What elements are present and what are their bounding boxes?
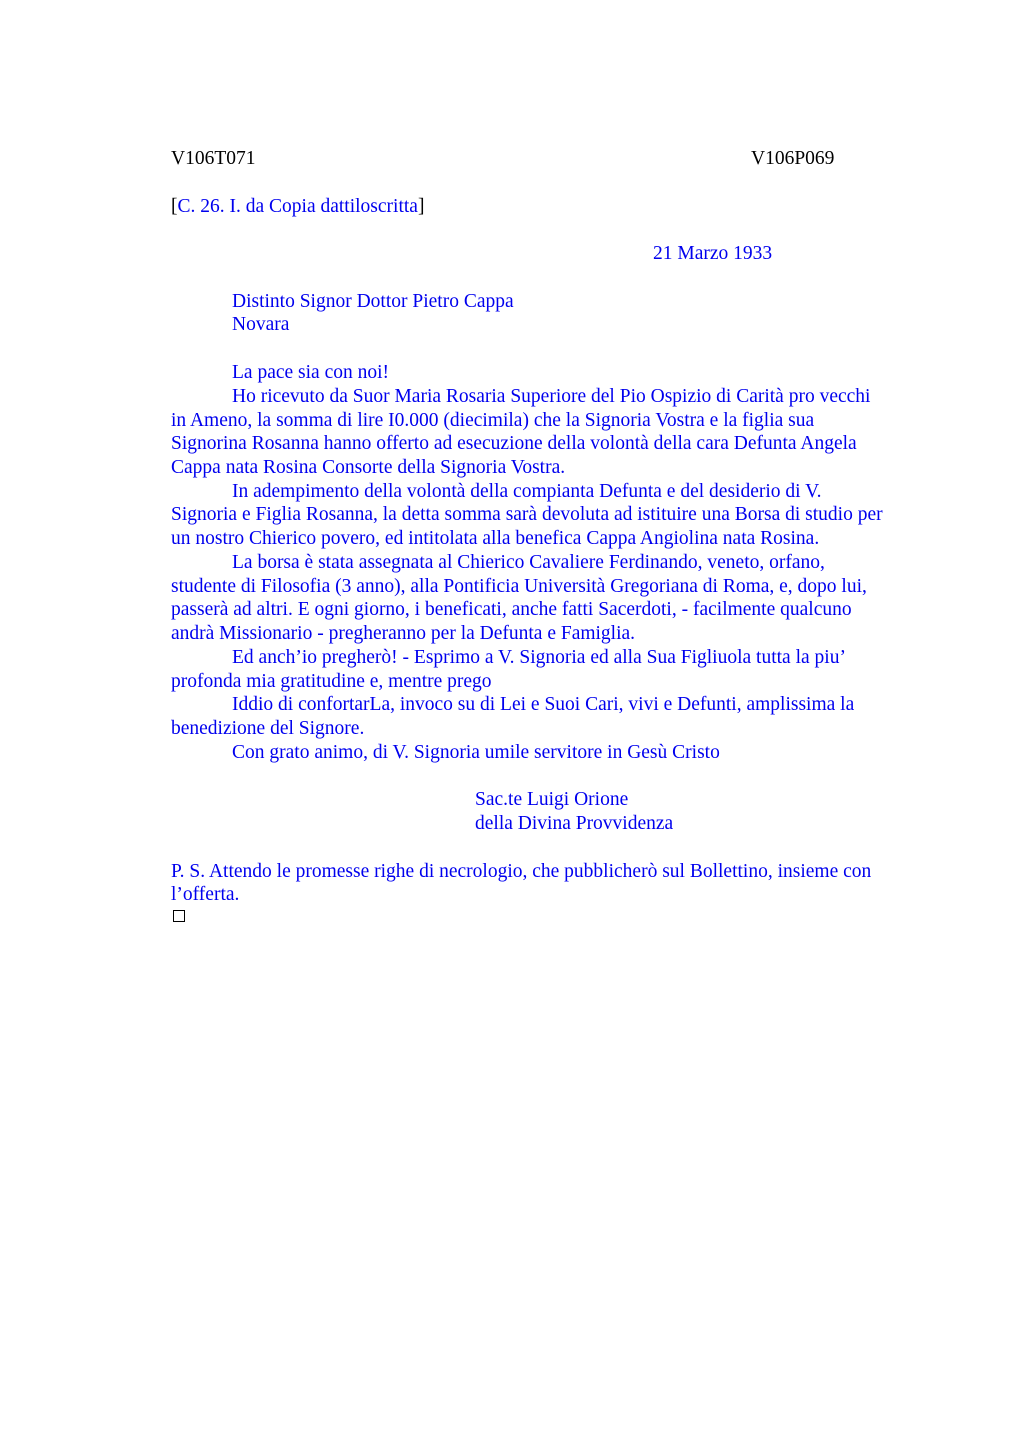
body-line: in Ameno, la somma di lire I0.000 (diecimila) che la Signoria Vostra e la figlia sua	[171, 410, 815, 431]
signature-title: della Divina Provvidenza	[475, 813, 674, 834]
body-line: Ho ricevuto da Suor Maria Rosaria Superiore del Pio Ospizio di Carità pro vecchi	[232, 386, 871, 407]
body-line: studente di Filosofia (3 anno), alla Pontificia Università Gregoriana di Roma, e, dopo lui,	[171, 576, 867, 597]
document-code-right: V106P069	[751, 148, 835, 169]
body-line: un nostro Chierico povero, ed intitolata alla benefica Cappa Angiolina nata Rosina.	[171, 528, 820, 549]
recipient-name: Distinto Signor Dottor Pietro Cappa	[232, 291, 514, 312]
body-line: profonda mia gratitudine e, mentre prego	[171, 671, 492, 692]
body-line: passerà ad altri. E ogni giorno, i beneficati, anche fatti Sacerdoti, - facilmente qualcuno	[171, 599, 852, 620]
source-note	[171, 195, 424, 219]
document-code-left: V106T071	[171, 148, 256, 169]
body-line: La pace sia con noi!	[232, 362, 390, 383]
body-line: Signoria e Figlia Rosanna, la detta somma sarà devoluta ad istituire una Borsa di studio per	[171, 504, 883, 525]
empty-square-icon	[173, 910, 185, 922]
body-line: benedizione del Signore.	[171, 718, 365, 739]
body-line: Ed anch’io pregherò! - Esprimo a V. Signoria ed alla Sua Figliuola tutta la piu’	[232, 647, 846, 668]
source-text: C. 26. I. da Copia dattiloscritta	[177, 196, 418, 217]
body-line: In adempimento della volontà della compianta Defunta e del desiderio di V.	[232, 481, 822, 502]
body-line: La borsa è stata assegnata al Chierico Cavaliere Ferdinando, veneto, orfano,	[232, 552, 825, 573]
body-line: Signorina Rosanna hanno offerto ad esecuzione della volontà della cara Defunta Angela	[171, 433, 857, 454]
body-line: Cappa nata Rosina Consorte della Signoria Vostra.	[171, 457, 566, 478]
signature-name: Sac.te Luigi Orione	[475, 789, 629, 810]
recipient-city: Novara	[232, 314, 290, 335]
body-line: andrà Missionario - pregheranno per la Defunta e Famiglia.	[171, 623, 636, 644]
postscript-line: P. S. Attendo le promesse righe di necrologio, che pubblicherò sul Bollettino, insieme con	[171, 861, 872, 882]
source-bracket-open: [	[171, 196, 178, 217]
body-line: Con grato animo, di V. Signoria umile servitore in Gesù Cristo	[232, 742, 720, 763]
letter-date: 21 Marzo 1933	[653, 243, 773, 264]
source-bracket-close: ]	[417, 196, 425, 217]
body-line: Iddio di confortarLa, invoco su di Lei e Suoi Cari, vivi e Defunti, amplissima la	[232, 694, 855, 715]
postscript-line: l’offerta.	[171, 884, 240, 905]
